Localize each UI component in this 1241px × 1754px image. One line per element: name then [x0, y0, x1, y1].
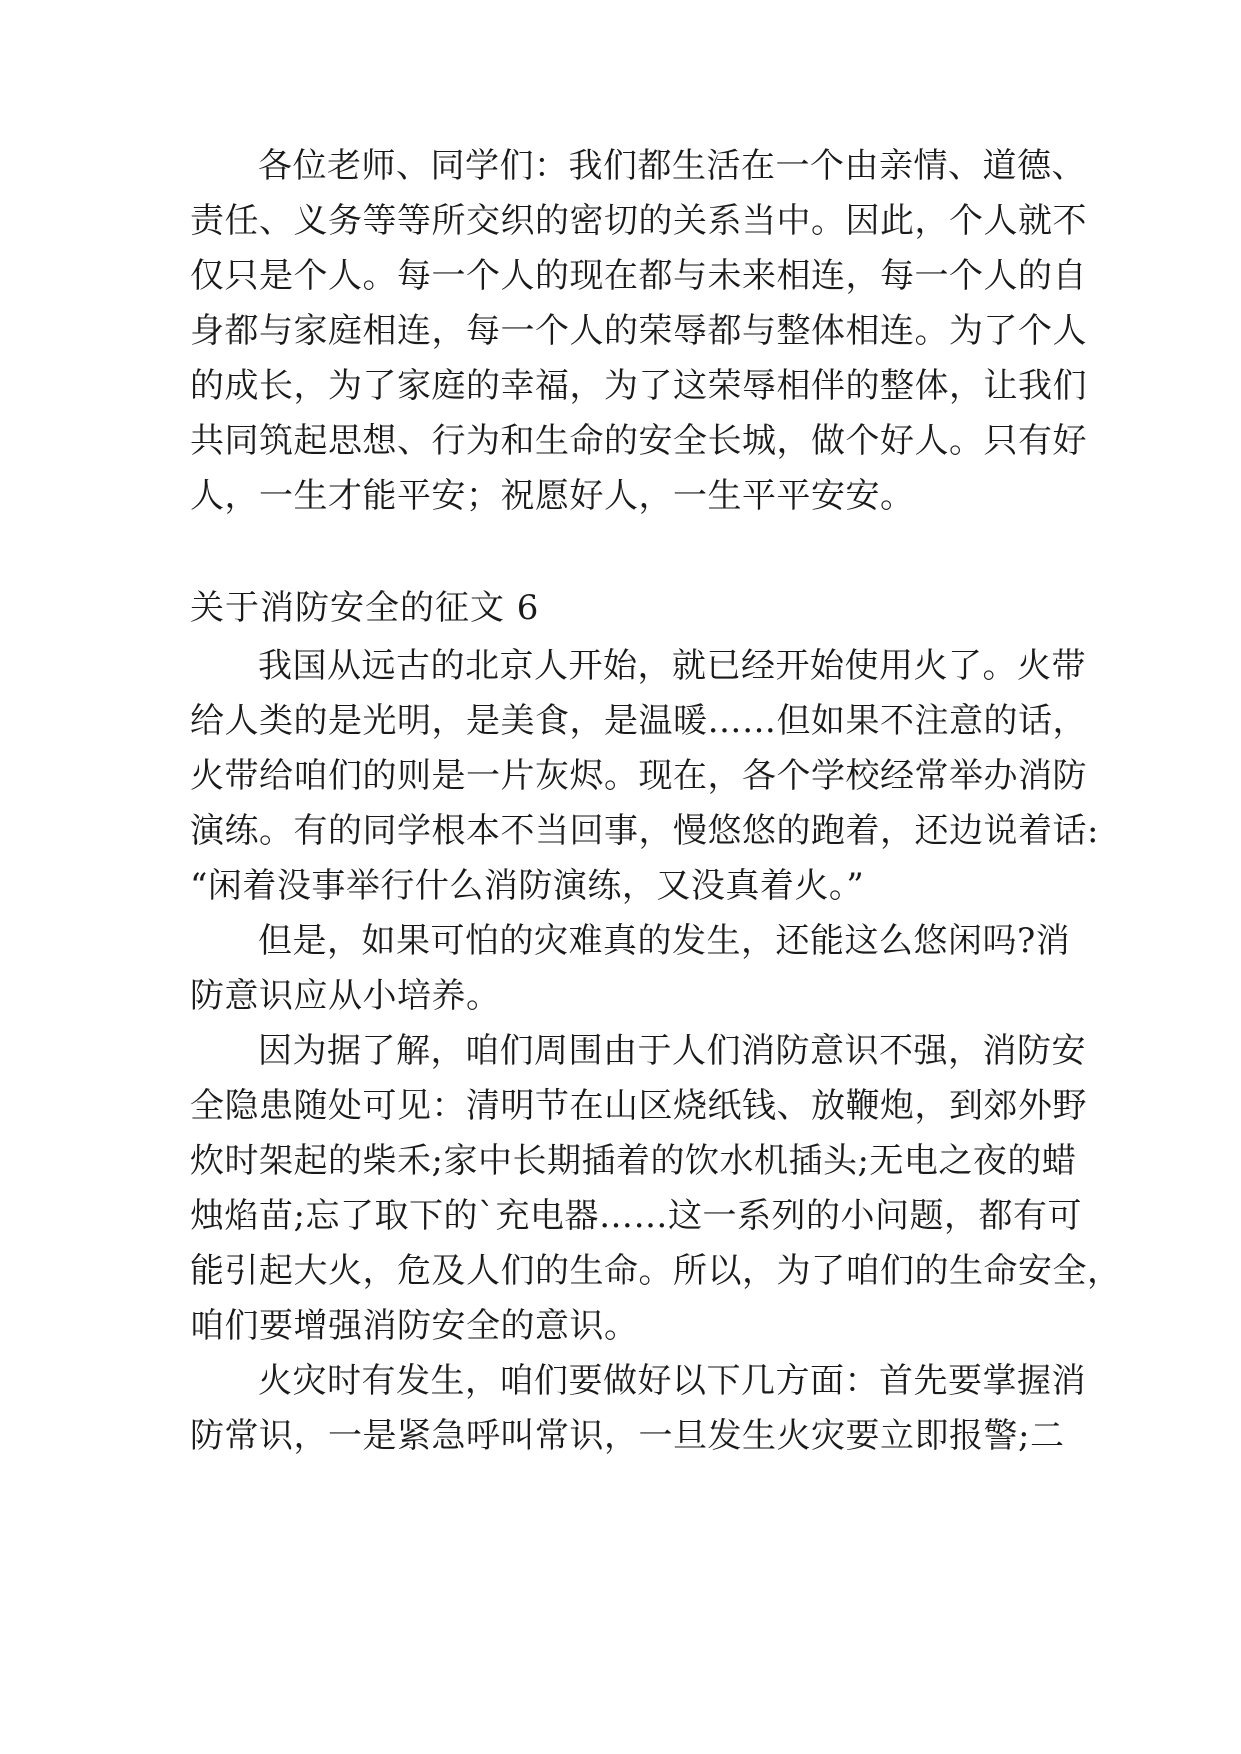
- paragraph-line: 人，一生才能平安；祝愿好人，一生平平安安。: [190, 476, 915, 516]
- paragraph-line: 的成长，为了家庭的幸福，为了这荣辱相伴的整体，让我们: [190, 366, 1087, 406]
- paragraph-line: 防意识应从小培养。: [190, 976, 501, 1016]
- paragraph-line: 责任、义务等等所交织的密切的关系当中。因此，个人就不: [190, 201, 1087, 241]
- paragraph-line: 共同筑起思想、行为和生命的安全长城，做个好人。只有好: [190, 421, 1087, 461]
- paragraph-line: 炊时架起的柴禾;家中长期插着的饮水机插头;无电之夜的蜡: [190, 1141, 1077, 1181]
- paragraph-line: 演练。有的同学根本不当回事，慢悠悠的跑着，还边说着话:: [190, 811, 1099, 851]
- paragraph-line: 因为据了解，咱们周围由于人们消防意识不强，消防安: [258, 1031, 1086, 1071]
- paragraph-line: 火灾时有发生，咱们要做好以下几方面：首先要掌握消: [258, 1361, 1086, 1401]
- paragraph-line: 我国从远古的北京人开始，就已经开始使用火了。火带: [258, 646, 1086, 686]
- paragraph-line: 全隐患随处可见：清明节在山区烧纸钱、放鞭炮，到郊外野: [190, 1086, 1087, 1126]
- paragraph-line: 身都与家庭相连，每一个人的荣辱都与整体相连。为了个人: [190, 311, 1087, 351]
- paragraph-line: 烛焰苗;忘了取下的`充电器……这一系列的小问题，都有可: [190, 1196, 1082, 1236]
- paragraph-line: 防常识，一是紧急呼叫常识，一旦发生火灾要立即报警;二: [190, 1416, 1065, 1456]
- paragraph-line: 各位老师、同学们：我们都生活在一个由亲情、道德、: [258, 146, 1086, 186]
- paragraph-line: “闲着没事举行什么消防演练，又没真着火。”: [190, 866, 865, 906]
- section-title: 关于消防安全的征文 6: [190, 588, 540, 628]
- paragraph-line: 咱们要增强消防安全的意识。: [190, 1306, 639, 1346]
- paragraph-line: 但是，如果可怕的灾难真的发生，还能这么悠闲吗?消: [258, 921, 1071, 961]
- paragraph-line: 仅只是个人。每一个人的现在都与未来相连，每一个人的自: [190, 256, 1087, 296]
- paragraph-line: 火带给咱们的则是一片灰烬。现在，各个学校经常举办消防: [190, 756, 1087, 796]
- paragraph-line: 给人类的是光明，是美食，是温暖……但如果不注意的话，: [190, 701, 1087, 741]
- paragraph-line: 能引起大火，危及人们的生命。所以，为了咱们的生命安全，: [190, 1251, 1122, 1291]
